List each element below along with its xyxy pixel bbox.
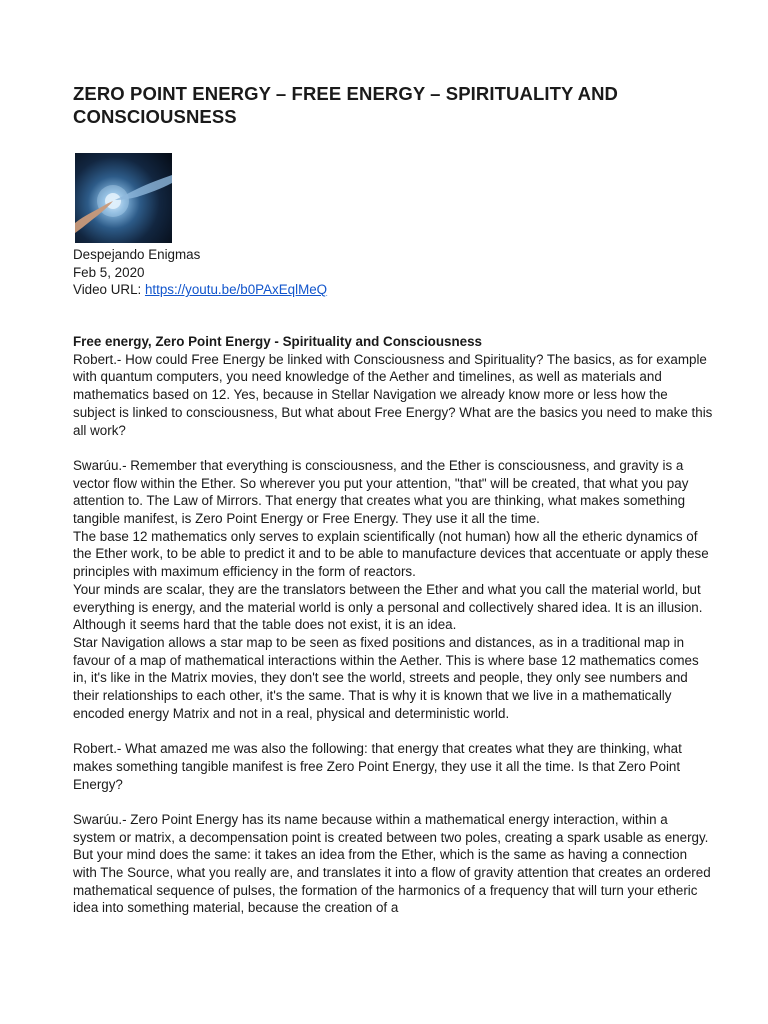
article-heading: Free energy, Zero Point Energy - Spirituality and Consciousness bbox=[73, 334, 483, 349]
article-body bbox=[73, 333, 713, 917]
author-name: Despejando Enigmas bbox=[73, 247, 201, 262]
video-url-label: Video URL: bbox=[73, 282, 145, 298]
paragraph-base-12: The base 12 mathematics only serves to explain scientifically (not human) how all the etheric dynamics of the Ether work, to be able to predict it and to be able to manufacture devices that accentuate or apply these principles with maximum efficiency in the form of reactors. bbox=[73, 528, 709, 580]
paragraph-robert-1: Robert.- How could Free Energy be linked with Consciousness and Spirituality? The basics, as for example with quantum computers, you need knowledge of the Aether and timelines, as well as materials and mathematics based on 12. Yes, because in Stellar Navigation we already know more or less how the subject is linked to consciousness, But what about Free Energy? What are the basics you need to make this all work? bbox=[73, 351, 713, 438]
paragraph-star-navigation: Star Navigation allows a star map to be seen as fixed positions and distances, as in a traditional map in favour of a map of mathematical interactions within the Aether. This is where base 12 mathematics comes in, it's like in the Matrix movies, they don't see the world, streets and people, they only see numbers and their relationships to each other, it's the same. That is why it is known that we live in a mathematically encoded energy Matrix and not in a real, physical and deterministic world. bbox=[73, 634, 699, 721]
publish-date: Feb 5, 2020 bbox=[73, 264, 145, 280]
paragraph-swaruu-1: Swarúu.- Remember that everything is consciousness, and the Ether is consciousness, and gravity is a vector flow within the Ether. So wherever you put your attention, "that" will be created, that what you pay attention to. The Law of Mirrors. That energy that creates what you are thinking, what makes something tangible manifest, is Zero Point Energy or Free Energy. They use it all the time. bbox=[73, 457, 689, 527]
page-title: ZERO POINT ENERGY – FREE ENERGY – SPIRITUALITY AND CONSCIOUSNESS bbox=[73, 83, 619, 127]
paragraph-minds-scalar: Your minds are scalar, they are the translators between the Ether and what you call the material world, but everything is energy, and the material world is only a personal and collectively shared idea. It is an illusion. Although it seems hard that the table does not exist, it is an idea. bbox=[73, 581, 703, 633]
paragraph-robert-2: Robert.- What amazed me was also the following: that energy that creates what they are thinking, what makes something tangible manifest is free Zero Point Energy, they use it all the time. Is that Zero Point Energy? bbox=[73, 741, 682, 792]
video-url-link[interactable]: https://youtu.be/b0PAxEqlMeQ bbox=[144, 282, 328, 298]
paragraph-swaruu-2: Swarúu.- Zero Point Energy has its name because within a mathematical energy interaction, within a system or matrix, a decompensation point is created between two poles, creating a spark usable as energy. But your mind does the same: it takes an idea from the Ether, which is the same as having a connection with The Source, what you really are, and translates it into a flow of gravity attention that creates an ordered mathematical sequence of pulses, the formation of the harmonics of a frequency that will turn your etheric idea into something material, because the creation of a bbox=[73, 811, 711, 916]
hands-touching-image bbox=[75, 153, 172, 243]
article-meta bbox=[73, 246, 713, 299]
article-thumbnail-image bbox=[75, 153, 172, 243]
video-url-line bbox=[73, 281, 713, 299]
